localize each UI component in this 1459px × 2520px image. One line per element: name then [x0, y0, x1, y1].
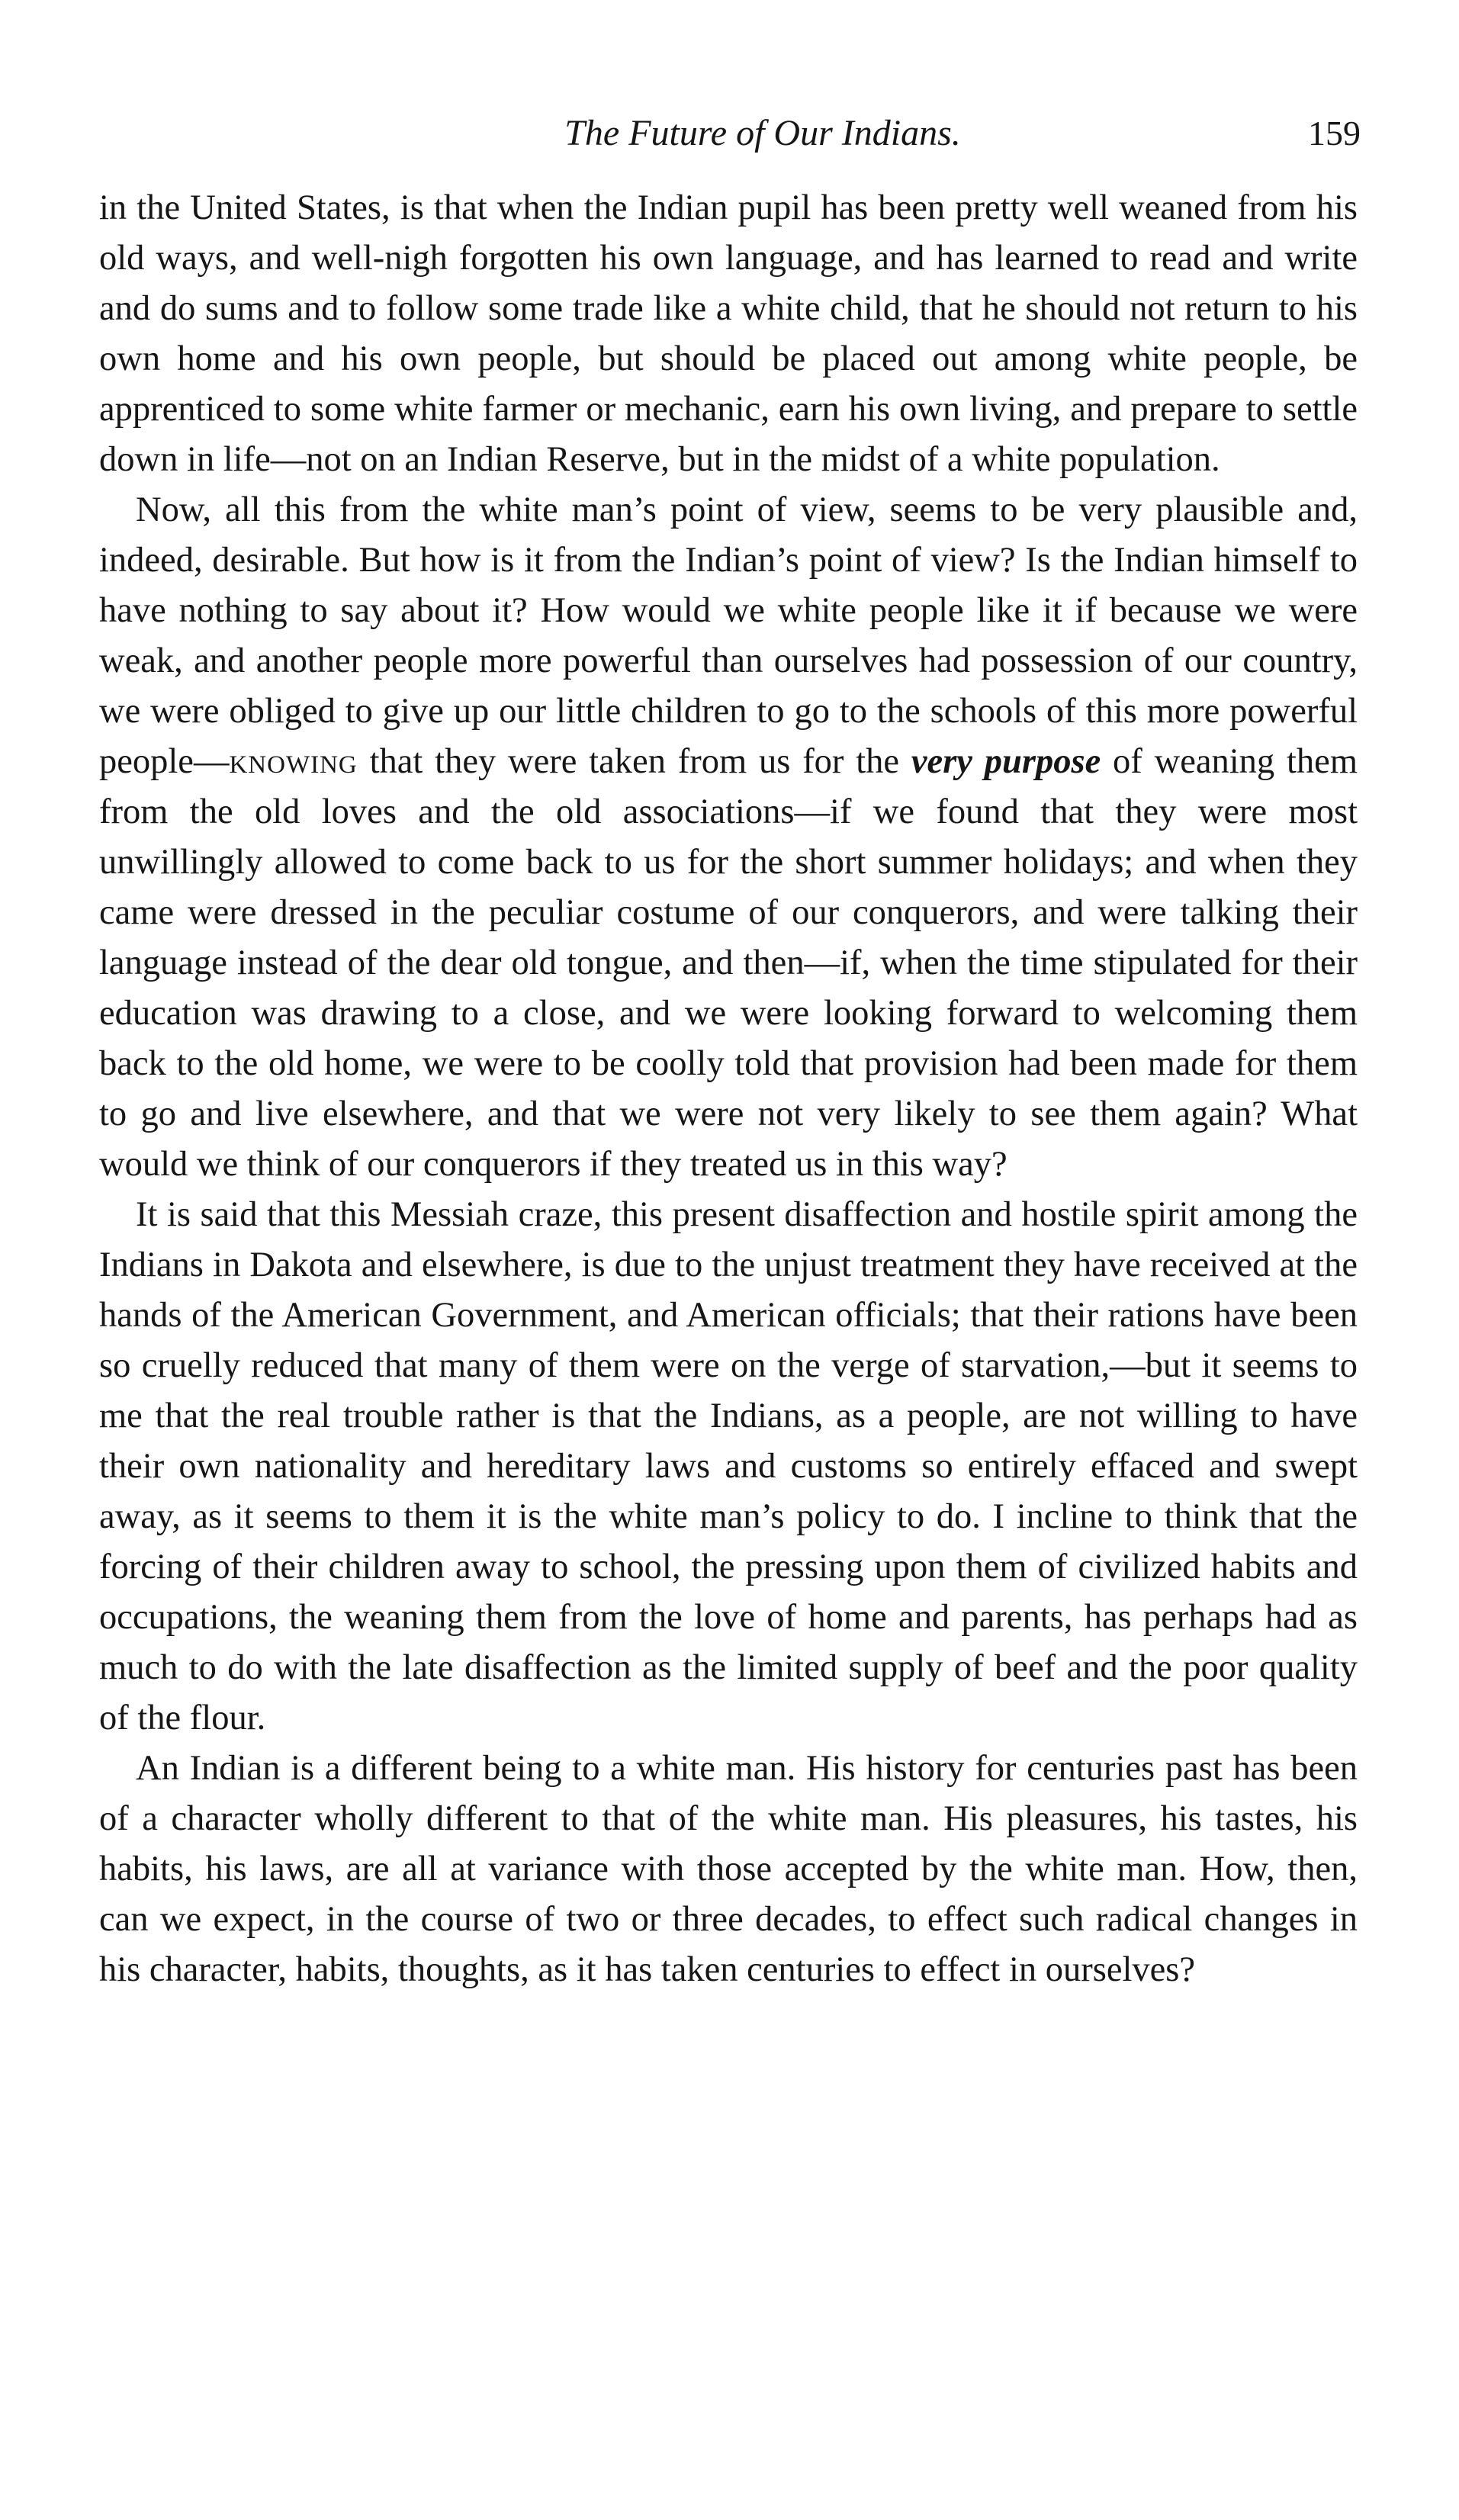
small-caps-emphasis: knowing [229, 742, 358, 781]
paragraph-text: Now, all this from the white man’s point of view, seems to be very plausible and, indeed, desirable. But how is it from the Indian’s point of view? Is the Indian himself to have nothing to say about it? How would we white people like it if because we were weak, and another people more powerful than ourselves had possession of our country, we were obliged to give up our little children to go to the schools of this more powerful people— [99, 490, 1358, 781]
italic-emphasis: very purpose [911, 742, 1101, 781]
paragraph-text: that they were taken from us for the [357, 742, 911, 781]
book-page [99, 99, 1361, 1995]
paragraph-text: of weaning them from the old loves and the old associations—if we found that they were most unwillingly allowed to come back to us for the short summer holidays; and when they came were dressed in the peculiar costume of our conquerors, and were talking their language instead of the dear old tongue, and then—if, when the time stipulated for their education was drawing to a close, and we were looking forward to welcoming them back to the old home, we were to be coolly told that provision had been made for them to go and live elsewhere, and that we were not very likely to see them again? What would we think of our conquerors if they treated us in this way? [99, 742, 1358, 1184]
running-head [99, 99, 1361, 168]
page-number: 159 [1308, 114, 1361, 153]
paragraph-different-being: An Indian is a different being to a white man. His history for centuries past has been of a character wholly different to that of the white man. His pleasures, his tastes, his habits, his laws, are all at variance with those accepted by the white man. How, then, can we expect, in the course of two or three decades, to effect such radical changes in his character, habits, thoughts, as it has taken centuries to effect in ourselves? [99, 1749, 1358, 1989]
paragraph-continuation: in the United States, is that when the Indian pupil has been pretty well weaned from his old ways, and well-nigh forgotten his own language, and has learned to read and write and do sums and to follow some trade like a white child, that he should not return to his own home and his own people, but should be placed out among white people, be apprenticed to some white farmer or mechanic, earn his own living, and prepare to settle down in life—not on an Indian Reserve, but in the midst of a white population. [99, 188, 1358, 479]
body-text [99, 183, 1358, 1995]
paragraph-indian-point-of-view [99, 485, 1358, 1190]
running-title: The Future of Our Indians. [564, 113, 961, 153]
paragraph-messiah-craze: It is said that this Messiah craze, this present disaffection and hostile spirit among the Indians in Dakota and elsewhere, is due to the unjust treatment they have received at the hands of the American Government, and American officials; that their rations have been so cruelly reduced that many of them were on the verge of starvation,—but it seems to me that the real trouble rather is that the Indians, as a people, are not willing to have their own nationality and hereditary laws and customs so entirely effaced and swept away, as it seems to them it is the white man’s policy to do. I incline to think that the forcing of their children away to school, the pressing upon them of civilized habits and occupations, the weaning them from the love of home and parents, has perhaps had as much to do with the late disaffection as the limited supply of beef and the poor quality of the flour. [99, 1195, 1358, 1737]
